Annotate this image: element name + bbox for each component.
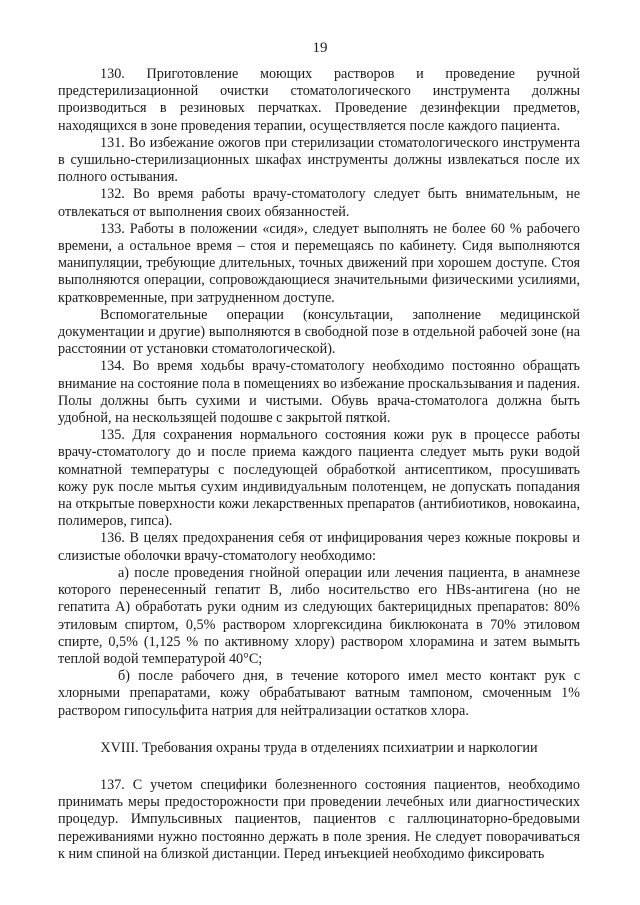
paragraph-134: 134. Во время ходьбы врачу-стоматологу необходимо постоянно обращать внимание на состояние пола в помещениях во избежание проскальзывания и падения. Полы должны быть сухими и чистыми. Обувь врача-стоматолога должна быть удобной, на нескользящей подошве с закрытой пяткой. xyxy=(58,358,580,427)
paragraph-132: 132. Во время работы врачу-стоматологу следует быть внимательным, не отвлекаться от выполнения своих обязанностей. xyxy=(58,186,580,220)
page-number: 19 xyxy=(312,40,328,56)
paragraph-131: 131. Во избежание ожогов при стерилизации стоматологического инструмента в сушильно-стерилизационных шкафах инструменты должны извлекаться после их полного остывания. xyxy=(58,134,580,186)
paragraph-130: 130. Приготовление моющих растворов и проведение ручной предстерилизационной очистки стоматологического инструмента должны производиться в резиновых перчатках. Проведение дезинфекции предметов, находящихся в зоне проведения терапии, осуществляется после каждого пациента. xyxy=(58,66,580,134)
paragraph-auxiliary-operations: Вспомогательные операции (консультации, заполнение медицинской документации и другие) выполняются в свободной позе в отдельной рабочей зоне (на расстоянии от установки стоматологической). xyxy=(58,306,580,358)
paragraph-137: 137. С учетом специфики болезненного состояния пациентов, необходимо принимать меры предосторожности при проведении лечебных или диагностических процедур. Импульсивных пациентов, пациентов с галлюцинаторно-бредовыми переживаниями нужно постоянно держать в поле зрения. Не следует поворачиваться к ним спиной на близкой дистанции. Перед инъекцией необходимо фиксировать xyxy=(58,776,580,862)
section-title: XVIII. Требования охраны труда в отделениях психиатрии и наркологии xyxy=(100,739,538,756)
paragraph-136: 136. В целях предохранения себя от инфицирования через кожные покровы и слизистые оболочки врачу-стоматологу необходимо: xyxy=(58,530,580,564)
sub-item-a: а) после проведения гнойной операции или лечения пациента, в анамнезе которого перенесенный гепатит В, либо носительство его HBs-антигена (но не гепатита А) обработать руки одним из следующих бактерицидных препаратов: 80% этиловым спиртом, 0,5% раствором хлоргексидина биклюконата в 70% этиловом спирте, 0,5% (1,125 % по активному хлору) раствором хлорамина и затем вымыть теплой водой температурой 40°С; xyxy=(58,564,580,667)
sub-item-b: б) после рабочего дня, в течение которого имел место контакт рук с хлорными препаратами, кожу обрабатывают ватным тампоном, смоченным 1% раствором гипосульфита натрия для нейтрализации остатков хлора. xyxy=(58,668,580,719)
document-body xyxy=(58,66,580,863)
paragraph-133: 133. Работы в положении «сидя», следует выполнять не более 60 % рабочего времени, а остальное время – стоя и перемещаясь по кабинету. Сидя выполняются манипуляции, требующие длительных, точных движений при хорошем доступе. Стоя выполняются операции, сопровождающиеся значительными физическими усилиями, кратковременные, при затрудненном доступе. xyxy=(58,220,580,306)
paragraph-135: 135. Для сохранения нормального состояния кожи рук в процессе работы врачу-стоматологу до и после приема каждого пациента следует мыть руки водой комнатной температуры с последующей обработкой антисептиком, просушивать кожу рук после мытья сухим индивидуальным полотенцем, не допускать попадания на открытые поверхности кожи лекарственных препаратов (антибиотиков, новокаина, полимеров, гипса). xyxy=(58,427,580,530)
